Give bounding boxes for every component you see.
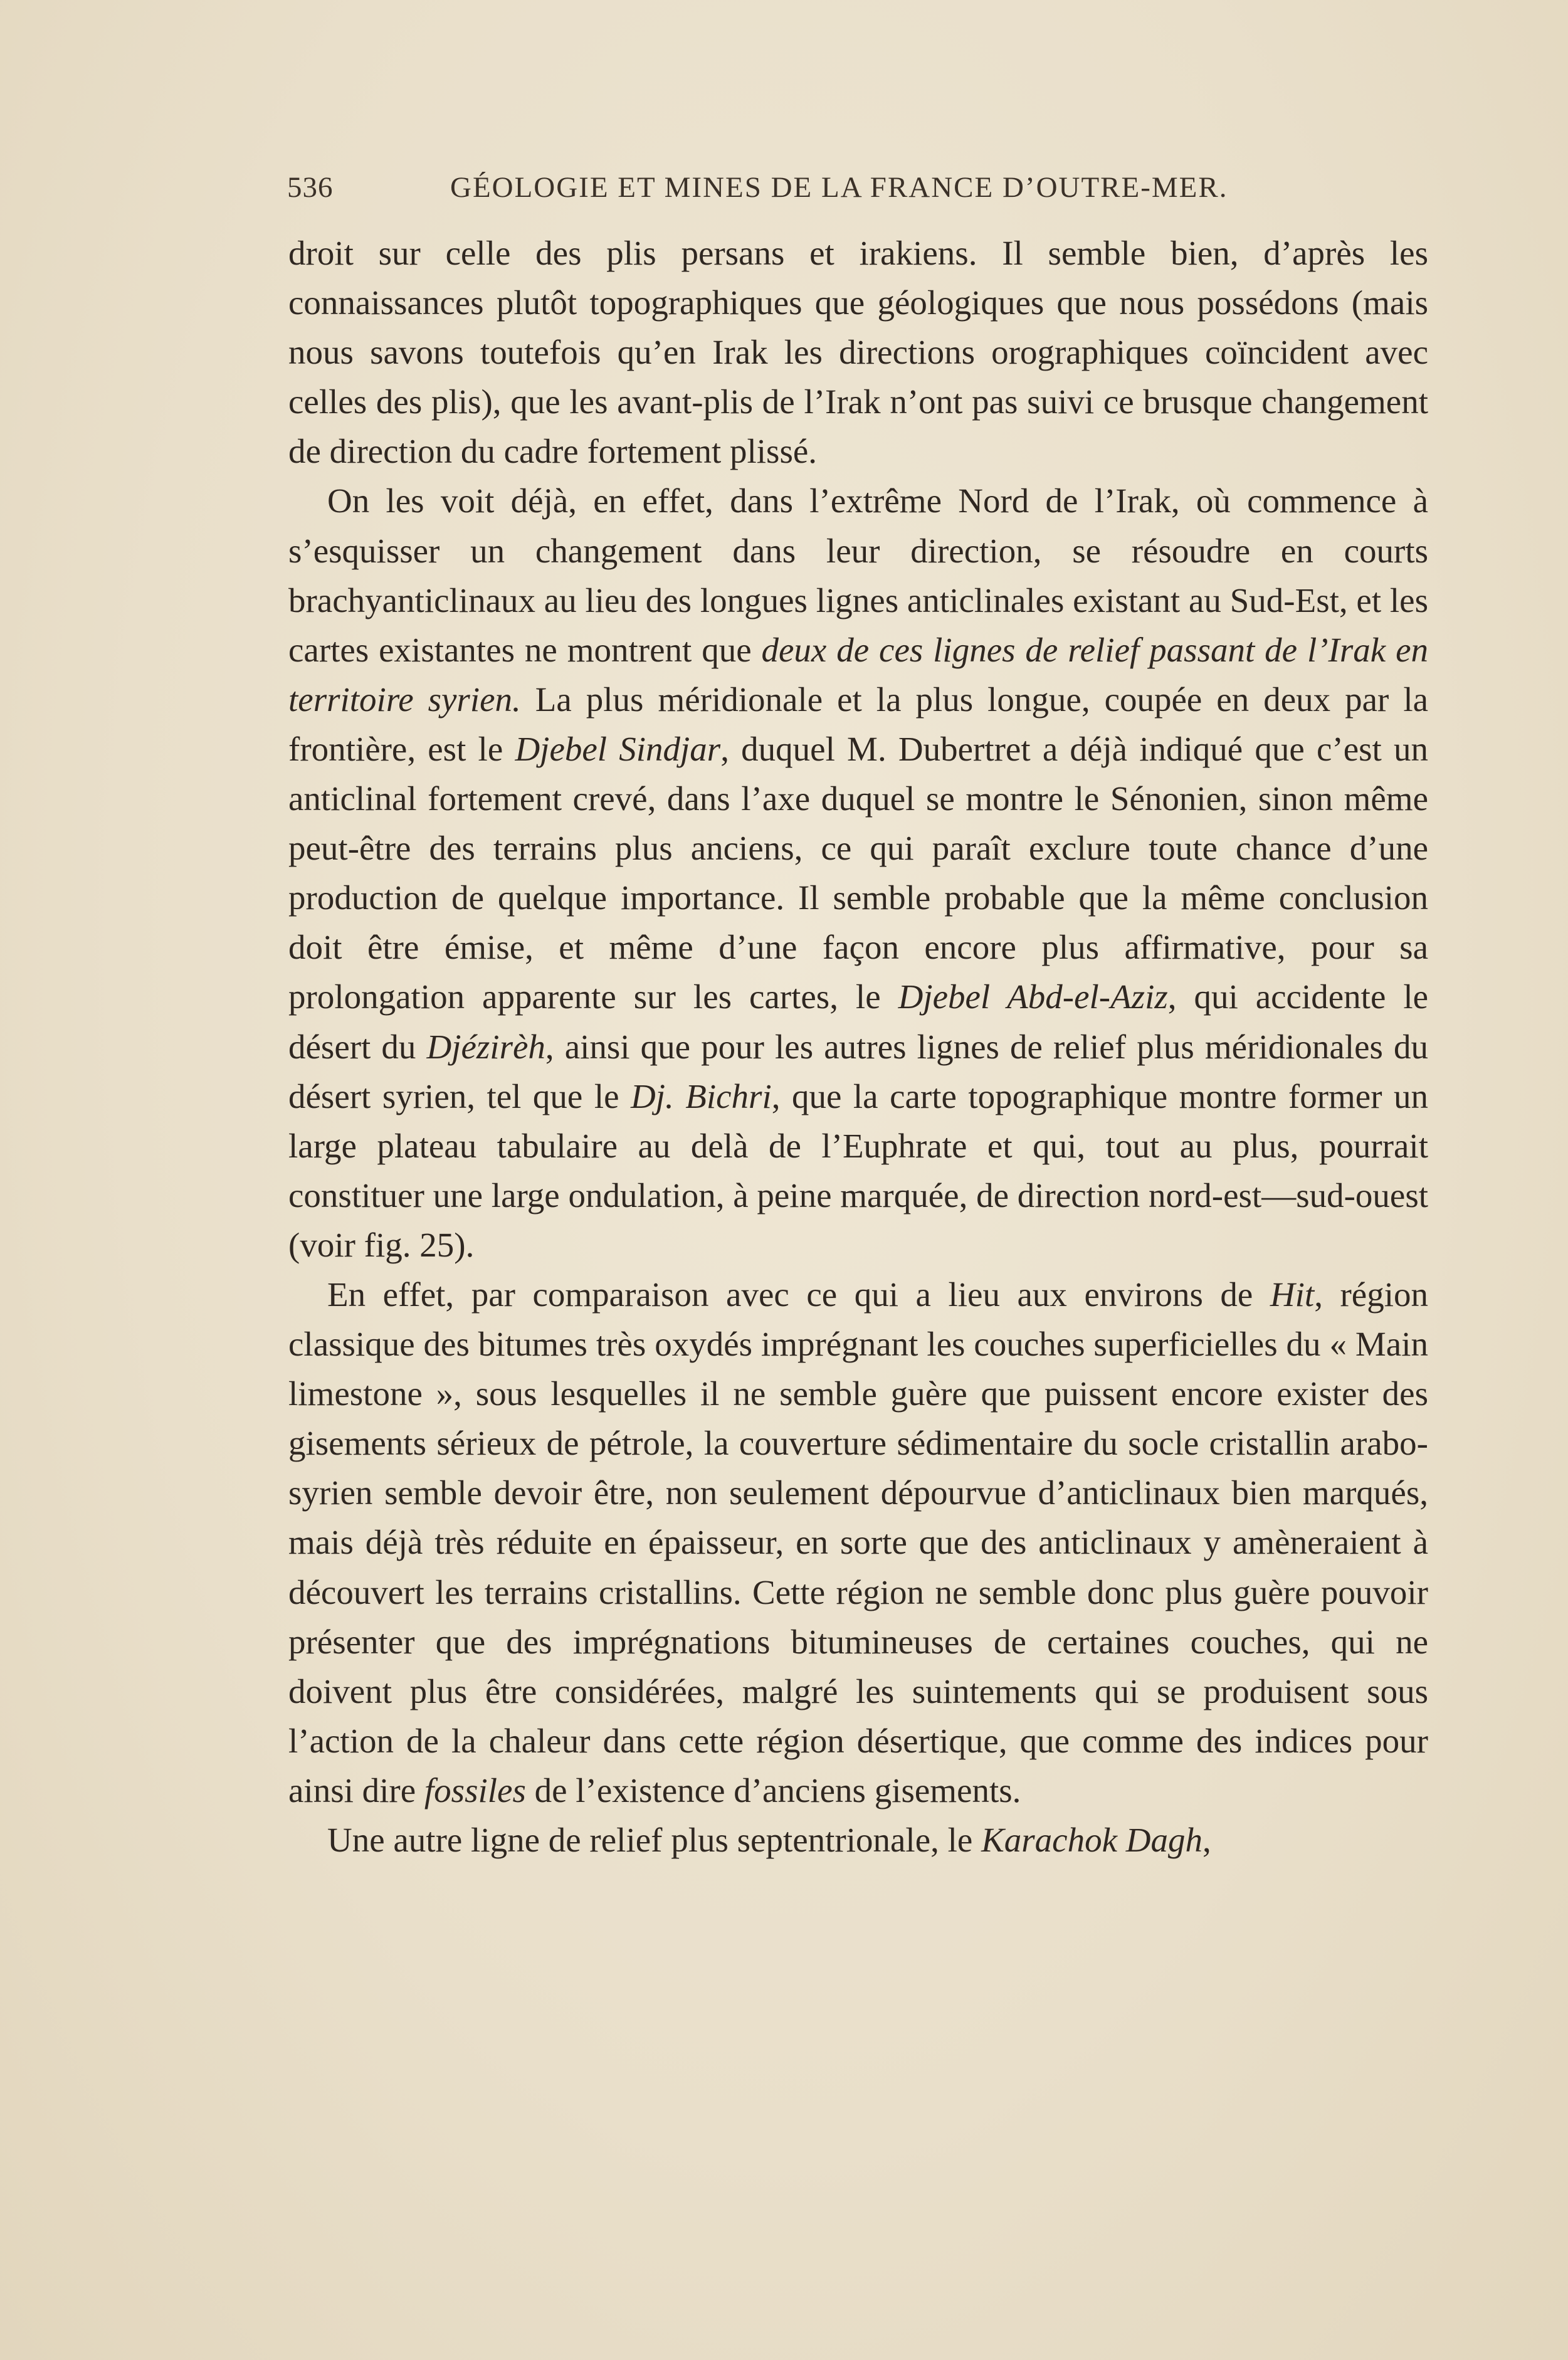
p2-text-3: , duquel M. Dubertret a déjà indiqué que c’est un anticlinal fortement crevé, dans l’axe duquel se montre le Sénonien, sinon même peut-être des terrains plus anciens, ce qui paraît exclure toute chance d’une production de quelque importance. Il semble probable que la même conclusion doit être émise, et même d’une façon encore plus affirmative, pour sa prolongation apparente sur les cartes, le [288, 729, 1428, 1016]
p2-italic-4: Djézirèh [426, 1027, 545, 1066]
paragraph-3 [288, 1270, 1428, 1815]
p3-italic-1: Hit [1270, 1275, 1315, 1314]
p4-text-1: Une autre ligne de relief plus septentrionale, le [327, 1821, 982, 1859]
p2-italic-5: Dj. Bichri [631, 1077, 772, 1115]
p2-italic-3: Djebel Abd-el-Aziz [898, 977, 1168, 1016]
p2-text-5: , ainsi que pour les autres lignes de relief plus méridionales du désert syrien, tel que le [288, 1027, 1428, 1115]
p4-italic-1: Karachok Dagh [981, 1821, 1202, 1859]
p2-italic-1: deux de ces lignes de relief passant de l’Irak en territoire syrien. [288, 630, 1428, 719]
p2-text-1: On les voit déjà, en effet, dans l’extrême Nord de l’Irak, où commence à s’esquisser un changement dans leur direction, se résoudre en courts brachyanticlinaux au lieu des longues lignes anticlinales existant au Sud-Est, et les cartes existantes ne montrent que [288, 482, 1428, 669]
p2-text-6: , que la carte topographique montre former un large plateau tabulaire au delà de l’Euphrate et qui, tout au plus, pourrait constituer une large ondulation, à peine marquée, de direction nord-est—sud-ouest (voir fig. 25). [288, 1077, 1429, 1264]
p3-text-3: de l’existence d’anciens gisements. [525, 1771, 1021, 1810]
p3-text-1: En effet, par comparaison avec ce qui a lieu aux environs de [327, 1275, 1270, 1314]
p2-text-2: La plus méridionale et la plus longue, coupée en deux par la frontière, est le [288, 680, 1429, 768]
paragraph-2 [288, 476, 1428, 1270]
body-text [288, 228, 1428, 1865]
p2-text-4: , qui accidente le désert du [288, 977, 1429, 1066]
paragraph-4 [288, 1815, 1428, 1865]
p3-text-2: , région classique des bitumes très oxydés imprégnant les couches superficielles du « Main limestone », sous lesquelles il ne semble guère que puissent encore exister des gisements sérieux de pétrole, la couverture sédimentaire du socle cristallin arabo-syrien semble devoir être, non seulement dépourvue d’anticlinaux bien marqués, mais déjà très réduite en épaisseur, en sorte que des anticlinaux y amèneraient à découvert les terrains cristallins. Cette région ne semble donc plus guère pouvoir présenter que des imprégnations bitumineuses de certaines couches, qui ne doivent plus être considérées, malgré les suintements qui se produisent sous l’action de la chaleur dans cette région désertique, que comme des indices pour ainsi dire [288, 1275, 1428, 1810]
page-number: 536 [287, 171, 334, 204]
page-header [287, 171, 1260, 214]
p2-italic-2: Djebel Sindjar [515, 729, 721, 768]
p4-text-2: , [1202, 1821, 1211, 1859]
paragraph-1 [288, 228, 1428, 476]
running-title: GÉOLOGIE ET MINES DE LA FRANCE D’OUTRE-MER. [450, 171, 1228, 204]
p3-italic-2: fossiles [424, 1771, 526, 1810]
p1-text: droit sur celle des plis persans et irakiens. Il semble bien, d’après les connaissances plutôt topographiques que géologiques que nous possédons (mais nous savons toutefois qu’en Irak les directions orographiques coïncident avec celles des plis), que les avant-plis de l’Irak n’ont pas suivi ce brusque changement de direction du cadre fortement plissé. [288, 234, 1428, 471]
